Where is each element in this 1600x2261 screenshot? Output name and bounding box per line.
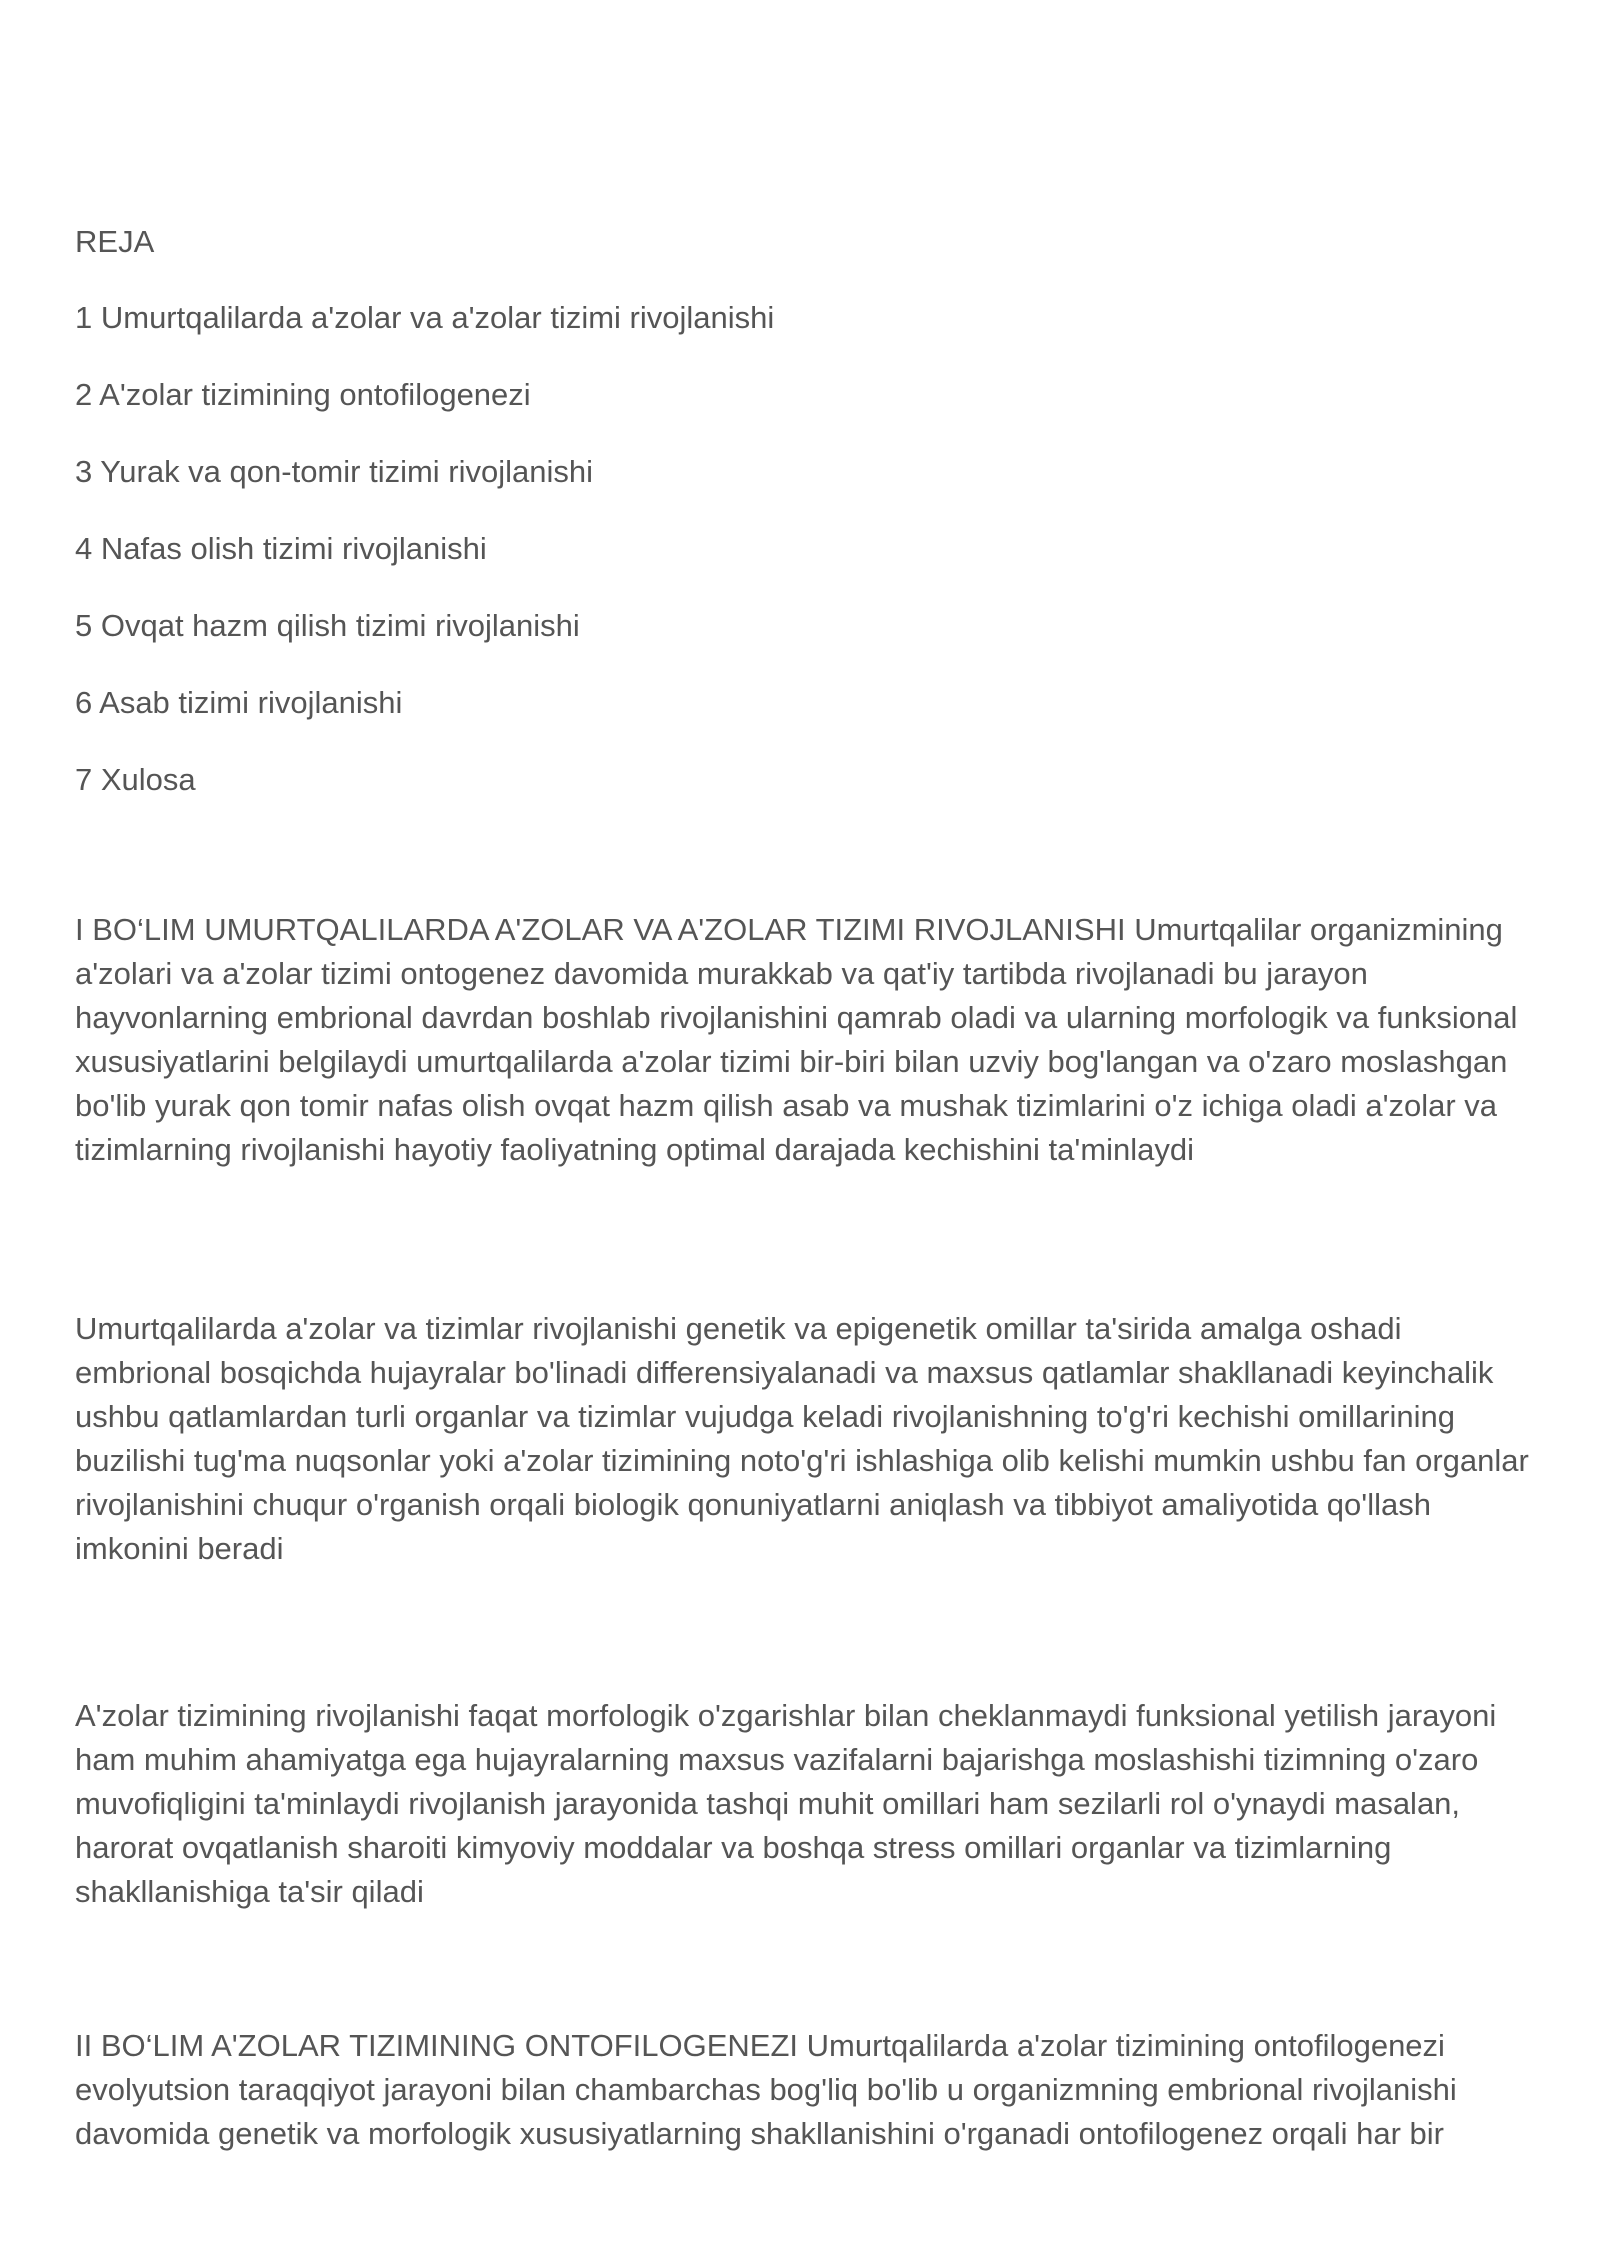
plan-item: 2 A'zolar tizimining ontofilogenezi: [75, 377, 531, 412]
plan-title: REJA: [75, 224, 155, 259]
section-2-paragraph: II BO‘LIM A'ZOLAR TIZIMINING ONTOFILOGENEZI Umurtqalilarda a'zolar tizimining ontofilogenezi evolyutsion taraqqiyot jarayoni bilan chambarchas bog'liq bo'lib u organizmning embrional rivojlanishi davomida genetik va morfologik xususiyatlarning shakllanishini o'rganadi ontofilogenez orqali har bir: [75, 2028, 1457, 2151]
plan-list: [75, 298, 1535, 800]
plan-item: 3 Yurak va qon-tomir tizimi rivojlanishi: [75, 454, 594, 489]
section-1-paragraph-3: A'zolar tizimining rivojlanishi faqat morfologik o'zgarishlar bilan cheklanmaydi funksional yetilish jarayoni ham muhim ahamiyatga ega hujayralarning maxsus vazifalarni bajarishga moslashishi tizimning o'zaro muvofiqligini ta'minlaydi rivojlanish jarayonida tashqi muhit omillari ham sezilarli rol o'ynaydi masalan, harorat ovqatlanish sharoiti kimyoviy moddalar va boshqa stress omillari organlar va tizimlarning shakllanishiga ta'sir qiladi: [75, 1698, 1497, 1909]
plan-item: 7 Xulosa: [75, 762, 196, 797]
plan-item: 6 Asab tizimi rivojlanishi: [75, 685, 403, 720]
section-1-paragraph-2: Umurtqalilarda a'zolar va tizimlar rivojlanishi genetik va epigenetik omillar ta'sirida amalga oshadi embrional bosqichda hujayralar bo'linadi differensiyalanadi va maxsus qatlamlar shakllanadi keyinchalik ushbu qatlamlardan turli organlar va tizimlar vujudga keladi rivojlanishning to'g'ri kechishi omillarining buzilishi tug'ma nuqsonlar yoki a'zolar tizimining noto'g'ri ishlashiga olib kelishi mumkin ushbu fan organlar rivojlanishini chuqur o'rganish orqali biologik qonuniyatlarni aniqlash va tibbiyot amaliyotida qo'llash imkonini beradi: [75, 1311, 1529, 1566]
plan-item: 5 Ovqat hazm qilish tizimi rivojlanishi: [75, 608, 580, 643]
document-page: [75, 222, 1535, 2151]
plan-item: 1 Umurtqalilarda a'zolar va a'zolar tizimi rivojlanishi: [75, 300, 775, 335]
section-1-paragraph: I BO‘LIM UMURTQALILARDA A'ZOLAR VA A'ZOLAR TIZIMI RIVOJLANISHI Umurtqalilar organizmining a'zolari va a'zolar tizimi ontogenez davomida murakkab va qat'iy tartibda rivojlanadi bu jarayon hayvonlarning embrional davrdan boshlab rivojlanishini qamrab oladi va ularning morfologik va funksional xususiyatlarini belgilaydi umurtqalilarda a'zolar tizimi bir-biri bilan uzviy bog'langan va o'zaro moslashgan bo'lib yurak qon tomir nafas olish ovqat hazm qilish asab va mushak tizimlarini o'z ichiga oladi a'zolar va tizimlarning rivojlanishi hayotiy faoliyatning optimal darajada kechishini ta'minlaydi: [75, 912, 1518, 1167]
plan-item: 4 Nafas olish tizimi rivojlanishi: [75, 531, 487, 566]
